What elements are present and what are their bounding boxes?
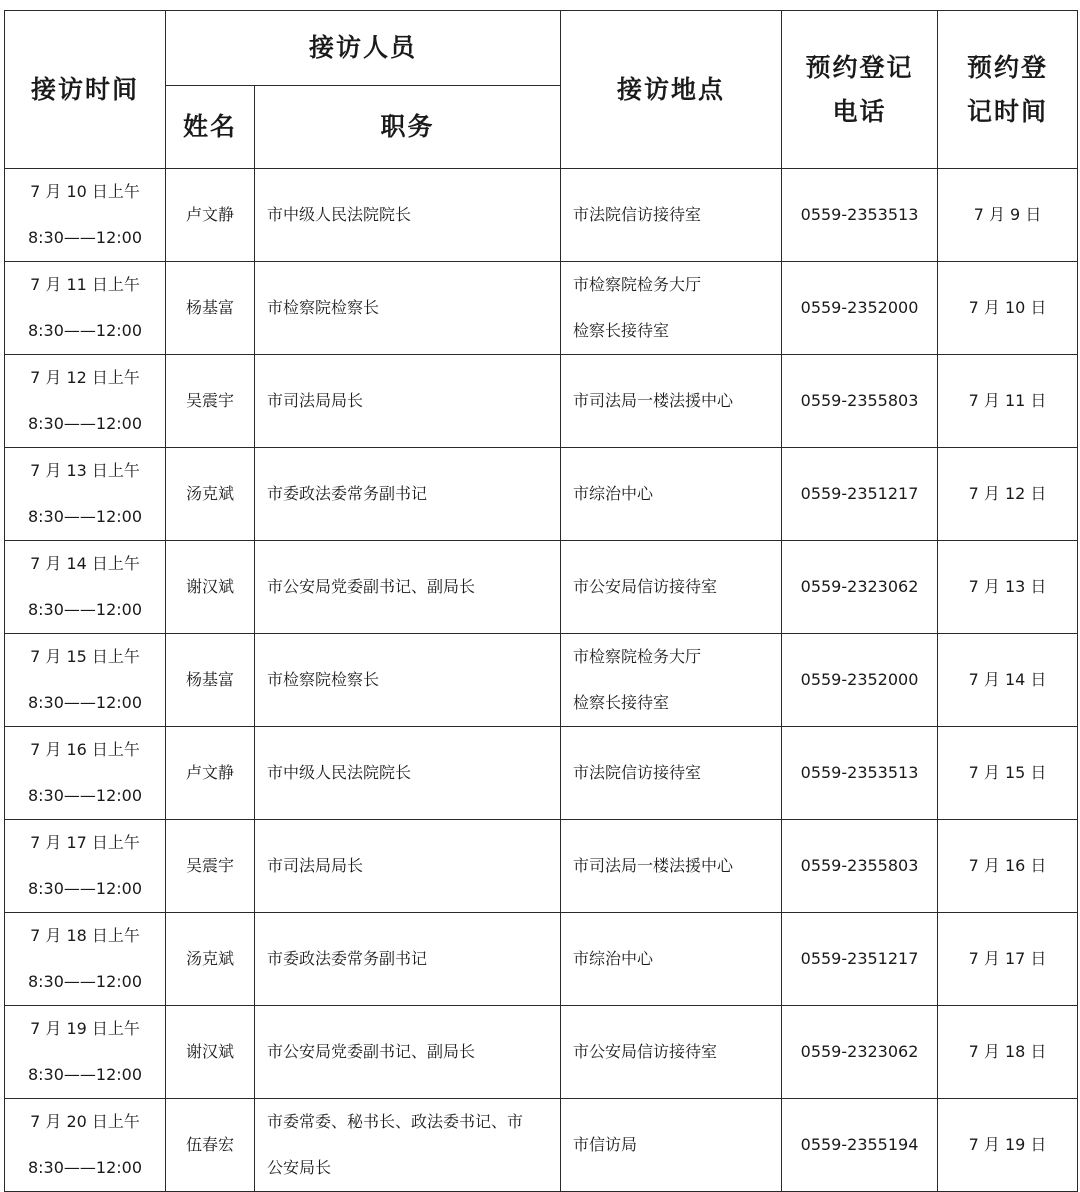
place-cell: 市公安局信访接待室 <box>561 541 782 634</box>
registration-date-cell: 7 月 14 日 <box>938 634 1078 727</box>
position-cell: 市公安局党委副书记、副局长 <box>255 541 561 634</box>
registration-date-cell: 7 月 13 日 <box>938 541 1078 634</box>
table-row <box>5 820 1078 913</box>
phone-cell: 0559-2351217 <box>782 913 938 1006</box>
registration-date-cell: 7 月 18 日 <box>938 1006 1078 1099</box>
place-cell: 市综治中心 <box>561 448 782 541</box>
time-cell: 7 月 15 日上午 8:30——12:00 <box>5 634 166 727</box>
phone-cell: 0559-2355803 <box>782 820 938 913</box>
registration-date-cell: 7 月 11 日 <box>938 355 1078 448</box>
name-cell: 谢汉斌 <box>166 1006 255 1099</box>
name-cell: 汤克斌 <box>166 448 255 541</box>
phone-cell: 0559-2323062 <box>782 1006 938 1099</box>
name-cell: 卢文静 <box>166 727 255 820</box>
position-cell: 市中级人民法院院长 <box>255 169 561 262</box>
table-row <box>5 541 1078 634</box>
name-cell: 吴震宇 <box>166 820 255 913</box>
name-cell: 伍春宏 <box>166 1099 255 1192</box>
registration-date-cell: 7 月 9 日 <box>938 169 1078 262</box>
table-row <box>5 448 1078 541</box>
position-cell: 市中级人民法院院长 <box>255 727 561 820</box>
phone-cell: 0559-2351217 <box>782 448 938 541</box>
position-cell: 市司法局局长 <box>255 820 561 913</box>
name-cell: 杨基富 <box>166 634 255 727</box>
position-cell: 市委常委、秘书长、政法委书记、市 公安局长 <box>255 1099 561 1192</box>
table-row <box>5 634 1078 727</box>
name-cell: 谢汉斌 <box>166 541 255 634</box>
phone-cell: 0559-2323062 <box>782 541 938 634</box>
place-cell: 市法院信访接待室 <box>561 169 782 262</box>
time-cell: 7 月 13 日上午 8:30——12:00 <box>5 448 166 541</box>
registration-date-cell: 7 月 17 日 <box>938 913 1078 1006</box>
phone-cell: 0559-2355803 <box>782 355 938 448</box>
header-phone: 预约登记 电话 <box>782 11 938 169</box>
registration-date-cell: 7 月 10 日 <box>938 262 1078 355</box>
place-cell: 市法院信访接待室 <box>561 727 782 820</box>
header-name: 姓名 <box>166 86 255 169</box>
time-cell: 7 月 10 日上午 8:30——12:00 <box>5 169 166 262</box>
table-row <box>5 1099 1078 1192</box>
phone-cell: 0559-2353513 <box>782 169 938 262</box>
position-cell: 市委政法委常务副书记 <box>255 913 561 1006</box>
time-cell: 7 月 12 日上午 8:30——12:00 <box>5 355 166 448</box>
name-cell: 杨基富 <box>166 262 255 355</box>
time-cell: 7 月 14 日上午 8:30——12:00 <box>5 541 166 634</box>
time-cell: 7 月 20 日上午 8:30——12:00 <box>5 1099 166 1192</box>
table-row <box>5 262 1078 355</box>
position-cell: 市公安局党委副书记、副局长 <box>255 1006 561 1099</box>
registration-date-cell: 7 月 16 日 <box>938 820 1078 913</box>
phone-cell: 0559-2355194 <box>782 1099 938 1192</box>
place-cell: 市综治中心 <box>561 913 782 1006</box>
registration-date-cell: 7 月 12 日 <box>938 448 1078 541</box>
time-cell: 7 月 17 日上午 8:30——12:00 <box>5 820 166 913</box>
phone-cell: 0559-2353513 <box>782 727 938 820</box>
time-cell: 7 月 11 日上午 8:30——12:00 <box>5 262 166 355</box>
name-cell: 汤克斌 <box>166 913 255 1006</box>
place-cell: 市检察院检务大厅 检察长接待室 <box>561 634 782 727</box>
phone-cell: 0559-2352000 <box>782 262 938 355</box>
header-time: 接访时间 <box>5 11 166 169</box>
header-registration-time: 预约登 记时间 <box>938 11 1078 169</box>
position-cell: 市委政法委常务副书记 <box>255 448 561 541</box>
place-cell: 市公安局信访接待室 <box>561 1006 782 1099</box>
position-cell: 市检察院检察长 <box>255 262 561 355</box>
table-row <box>5 727 1078 820</box>
time-cell: 7 月 18 日上午 8:30——12:00 <box>5 913 166 1006</box>
table-row <box>5 169 1078 262</box>
registration-date-cell: 7 月 15 日 <box>938 727 1078 820</box>
table-row <box>5 355 1078 448</box>
place-cell: 市司法局一楼法援中心 <box>561 355 782 448</box>
place-cell: 市信访局 <box>561 1099 782 1192</box>
header-position: 职务 <box>255 86 561 169</box>
table-row <box>5 1006 1078 1099</box>
name-cell: 吴震宇 <box>166 355 255 448</box>
time-cell: 7 月 16 日上午 8:30——12:00 <box>5 727 166 820</box>
reception-schedule-table <box>4 10 1078 1192</box>
time-cell: 7 月 19 日上午 8:30——12:00 <box>5 1006 166 1099</box>
header-staff: 接访人员 <box>166 11 561 86</box>
position-cell: 市司法局局长 <box>255 355 561 448</box>
phone-cell: 0559-2352000 <box>782 634 938 727</box>
registration-date-cell: 7 月 19 日 <box>938 1099 1078 1192</box>
table-row <box>5 913 1078 1006</box>
header-place: 接访地点 <box>561 11 782 169</box>
name-cell: 卢文静 <box>166 169 255 262</box>
position-cell: 市检察院检察长 <box>255 634 561 727</box>
place-cell: 市检察院检务大厅 检察长接待室 <box>561 262 782 355</box>
place-cell: 市司法局一楼法援中心 <box>561 820 782 913</box>
